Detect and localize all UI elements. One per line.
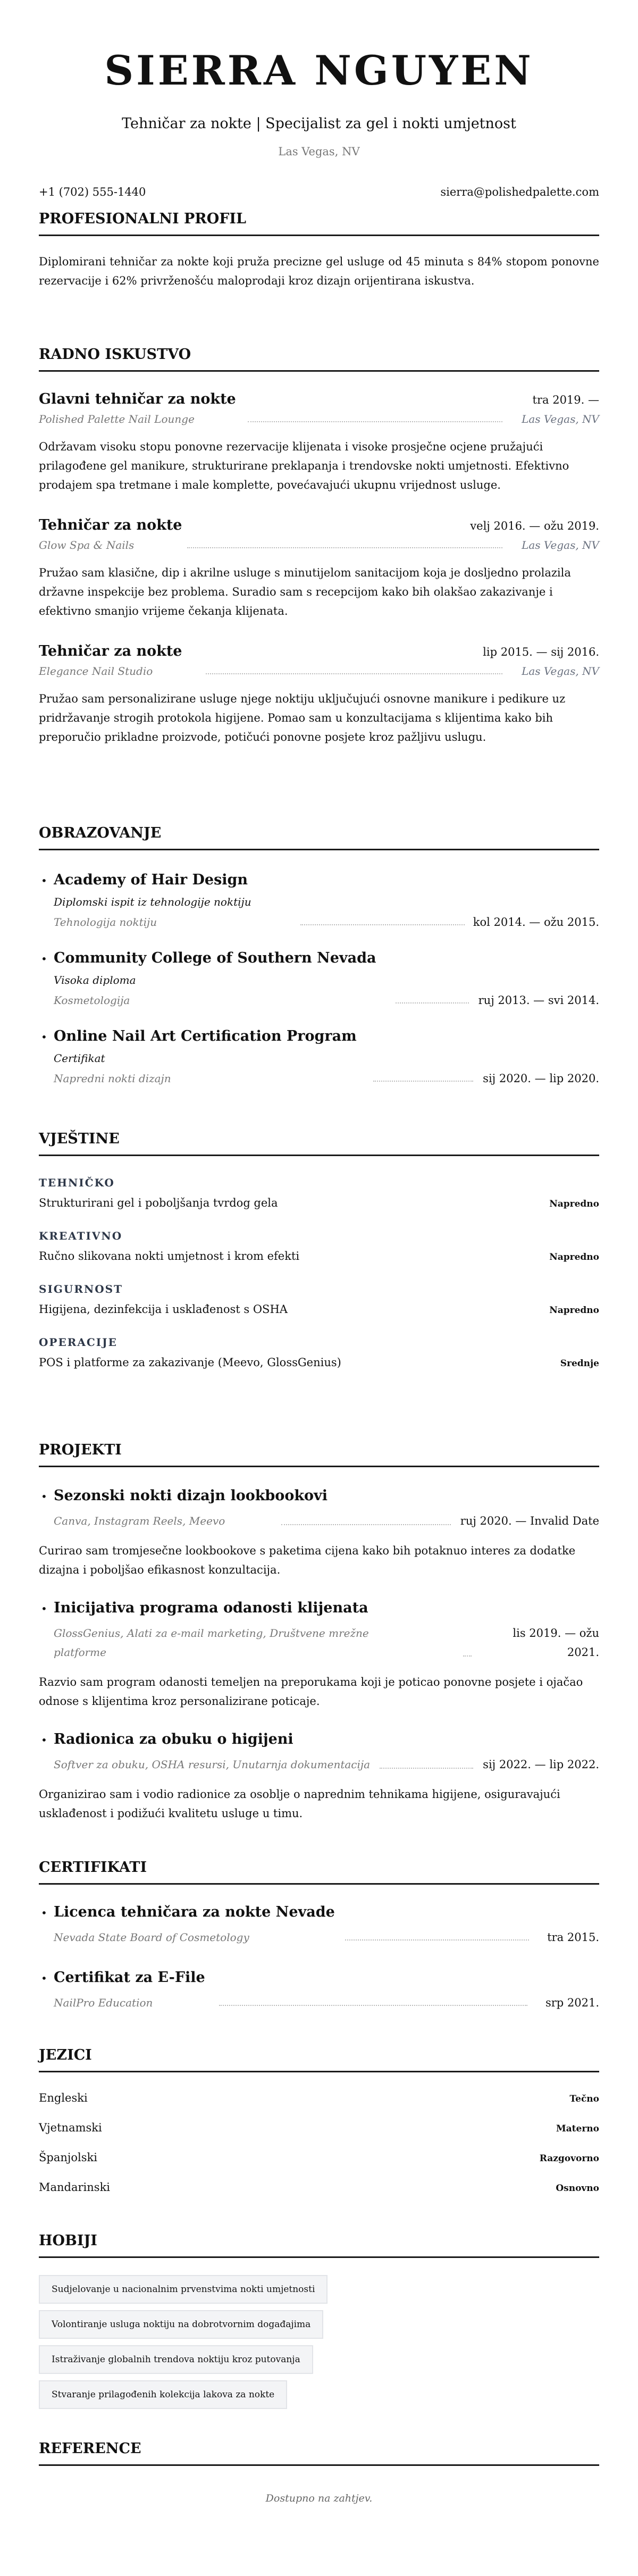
language-row [39, 2151, 599, 2164]
language-row [39, 2092, 599, 2104]
job-entry [39, 517, 599, 621]
dotted-leader [300, 924, 465, 925]
job-location: Las Vegas, NV [522, 539, 599, 551]
email-address[interactable]: sierra@polishedpalette.com [440, 186, 599, 198]
project-date: ruj 2020. — Invalid Date [460, 1515, 599, 1527]
job-title: Tehničar za nokte [39, 517, 182, 533]
bullet-icon: • [41, 1602, 47, 1615]
dotted-leader [281, 1524, 451, 1525]
hobby-tag: Sudjelovanje u nacionalnim prvenstvima nokti umjetnosti [39, 2275, 328, 2304]
job-description: Održavam visoku stopu ponovne rezervacije klijenata i visoke prosječne ocjene pružajući prilagođene gel manikure, strukturirane preklapanja i trendovske nokti umjetnosti. Efektivno prodajem spa tretmane i male komplette, povećavajući ukupnu vrijednost usluge. [39, 440, 569, 491]
degree: Certifikat [54, 1052, 105, 1065]
profile-section [39, 210, 599, 290]
candidate-name: SIERRA NGUYEN [104, 47, 534, 94]
skill-category [39, 1176, 599, 1209]
project-date: lis 2019. — ožu 2021. [513, 1627, 599, 1659]
language-row [39, 2121, 599, 2134]
project-entry [39, 1487, 599, 1579]
skills-section [39, 1130, 599, 1369]
phone-number: +1 (702) 555-1440 [39, 186, 146, 198]
field-of-study: Tehnologija noktiju [54, 916, 157, 929]
degree: Visoka diploma [54, 974, 136, 986]
education-section [39, 824, 599, 1085]
project-entry [39, 1600, 599, 1711]
project-entry [39, 1731, 599, 1823]
certificate-issuer: Nevada State Board of Cosmetology [54, 1931, 249, 1944]
skill-level: Napredno [549, 1252, 599, 1262]
dotted-leader [206, 673, 502, 674]
bullet-icon: • [41, 1972, 47, 1985]
job-location: Las Vegas, NV [522, 413, 599, 425]
hobby-list [39, 2269, 599, 2409]
language-level: Osnovno [556, 2183, 599, 2194]
hobby-tag: Stvaranje prilagođenih kolekcija lakova za nokte [39, 2380, 287, 2409]
job-description: Pružao sam personalizirane usluge njege noktiju uključujući osnovne manikure i pedikure uz pridržavanje strogih protokola higijene. Pomao sam u konzultacijama s klijentima kako bih preporučio prikladne proizvode, potičući ponovne posjete kroz pažljivu uslugu. [39, 692, 566, 743]
contact-row [39, 185, 599, 199]
job-entry [39, 643, 599, 747]
project-tools: Softver za obuku, OSHA resursi, Unutarnja dokumentacija [54, 1758, 371, 1771]
bullet-icon: • [41, 1906, 47, 1919]
project-name: Sezonski nokti dizajn lookbookovi [54, 1487, 328, 1504]
bullet-icon: • [41, 874, 47, 887]
certificate-name: Licenca tehničara za nokte Nevade [54, 1904, 335, 1920]
school-name: Academy of Hair Design [54, 872, 248, 888]
dotted-leader [187, 547, 502, 548]
skill-category-title: KREATIVNO [39, 1230, 123, 1242]
project-description: Curirao sam tromjesečne lookbookove s paketima cijena kako bih potaknuo interes za dodatke dizajna i poboljšao efikasnost konzultacija. [39, 1544, 576, 1576]
bullet-icon: • [41, 1490, 47, 1503]
school-name: Online Nail Art Certification Program [54, 1028, 357, 1044]
skill-category [39, 1230, 599, 1262]
section-title: VJEŠTINE [39, 1130, 599, 1156]
project-description: Organizirao sam i vodio radionice za osoblje o naprednim tehnikama higijene, osiguravajući usklađenost i podižući kvalitetu usluge u timu. [39, 1788, 560, 1820]
skill-category-title: OPERACIJE [39, 1336, 117, 1349]
section-title: PROJEKTI [39, 1441, 599, 1467]
project-name: Inicijativa programa odanosti klijenata [54, 1600, 368, 1616]
job-date: lip 2015. — sij 2016. [483, 646, 599, 658]
bullet-icon: • [41, 1734, 47, 1746]
dotted-leader [373, 1081, 474, 1082]
skill-category-title: TEHNIČKO [39, 1176, 115, 1189]
project-name: Radionica za obuku o higijeni [54, 1731, 293, 1747]
job-date: velj 2016. — ožu 2019. [470, 520, 599, 532]
education-date: sij 2020. — lip 2020. [483, 1072, 599, 1085]
certificate-issuer: NailPro Education [54, 1996, 153, 2009]
certificates-section [39, 1859, 599, 2009]
language-name: Mandarinski [39, 2181, 111, 2194]
skill-level: Srednje [560, 1358, 599, 1369]
certificate-entry [39, 1904, 599, 1944]
section-title: RADNO ISKUSTVO [39, 346, 599, 372]
dotted-leader [463, 1655, 472, 1657]
education-entry [39, 872, 599, 929]
skill-category-title: SIGURNOST [39, 1283, 123, 1295]
hobby-tag: Istraživanje globalnih trendova noktiju kroz putovanja [39, 2345, 313, 2374]
field-of-study: Kosmetologija [54, 994, 130, 1007]
job-entry [39, 391, 599, 495]
certificate-name: Certifikat za E-File [54, 1969, 205, 1986]
dotted-leader [396, 1002, 468, 1003]
dotted-leader [380, 1768, 473, 1769]
references-section [39, 2440, 599, 2504]
language-row [39, 2181, 599, 2194]
profile-text: Diplomirani tehničar za nokte koji pruža precizne gel usluge od 45 minuta s 84% stopom ponovne rezervacije i 62% privrženošću maloprodaji kroz dizajn orijentirana iskustva. [39, 255, 599, 287]
education-date: ruj 2013. — svi 2014. [478, 994, 599, 1007]
field-of-study: Napredni nokti dizajn [54, 1072, 171, 1085]
project-tools: GlossGenius, Alati za e-mail marketing, Društvene mrežne platforme [54, 1627, 369, 1659]
language-level: Tečno [569, 2094, 599, 2104]
section-title: OBRAZOVANJE [39, 824, 599, 850]
skill-level: Napredno [549, 1199, 599, 1209]
hobbies-section [39, 2232, 599, 2409]
bullet-icon: • [41, 952, 47, 965]
references-text: Dostupno na zahtjev. [265, 2493, 373, 2504]
language-name: Španjolski [39, 2151, 97, 2164]
language-level: Materno [556, 2123, 599, 2134]
certificate-date: tra 2015. [547, 1931, 599, 1944]
language-name: Vjetnamski [39, 2121, 102, 2134]
job-title: Tehničar za nokte [39, 643, 182, 659]
dotted-leader [219, 2005, 527, 2006]
degree: Diplomski ispit iz tehnologije noktiju [54, 896, 251, 908]
job-description: Pružao sam klasične, dip i akrilne usluge s minutijelom sanitacijom koja je dosljedno prolazila državne inspekcije bez problema. Suradio sam s recepcijom kako bih olakšao zakazivanje i efektivno smanjio vrijeme čekanja klijenata. [39, 566, 571, 617]
certificate-entry [39, 1969, 599, 2009]
job-company: Elegance Nail Studio [39, 665, 153, 678]
candidate-tagline: Tehničar za nokte | Specijalist za gel i nokti umjetnost [122, 115, 516, 132]
project-description: Razvio sam program odanosti temeljen na preporukama koji je poticao ponovne posjete i ojačao odnose s klijentima kroz personalizirane poticaje. [39, 1676, 583, 1708]
experience-section [39, 346, 599, 747]
skill-name: Higijena, dezinfekcija i usklađenost s OSHA [39, 1303, 288, 1316]
projects-section [39, 1441, 599, 1823]
job-title: Glavni tehničar za nokte [39, 391, 236, 407]
project-date: sij 2022. — lip 2022. [483, 1758, 599, 1771]
certificate-date: srp 2021. [545, 1996, 599, 2009]
job-company: Glow Spa & Nails [39, 539, 135, 551]
job-company: Polished Palette Nail Lounge [39, 413, 195, 425]
skill-category [39, 1336, 599, 1369]
dotted-leader [248, 421, 502, 422]
candidate-location: Las Vegas, NV [278, 145, 360, 158]
job-location: Las Vegas, NV [522, 665, 599, 678]
skill-name: POS i platforme za zakazivanje (Meevo, GlossGenius) [39, 1356, 341, 1369]
education-entry [39, 950, 599, 1007]
skill-category [39, 1283, 599, 1316]
section-title: PROFESIONALNI PROFIL [39, 210, 599, 236]
education-date: kol 2014. — ožu 2015. [473, 916, 599, 929]
skill-level: Napredno [549, 1305, 599, 1316]
project-tools: Canva, Instagram Reels, Meevo [54, 1515, 225, 1527]
bullet-icon: • [41, 1031, 47, 1043]
dotted-leader [345, 1939, 529, 1941]
hobby-tag: Volontiranje usluga noktiju na dobrotvornim događajima [39, 2310, 323, 2339]
resume-header [39, 0, 599, 199]
school-name: Community College of Southern Nevada [54, 950, 376, 966]
job-date: tra 2019. — [532, 394, 599, 406]
education-entry [39, 1028, 599, 1085]
languages-section [39, 2046, 599, 2194]
section-title: JEZICI [39, 2046, 599, 2072]
skill-name: Ručno slikovana nokti umjetnost i krom efekti [39, 1250, 300, 1262]
language-level: Razgovorno [539, 2153, 599, 2164]
section-title: REFERENCE [39, 2440, 599, 2466]
section-title: CERTIFIKATI [39, 1859, 599, 1885]
skill-name: Strukturirani gel i poboljšanja tvrdog gela [39, 1197, 278, 1209]
section-title: HOBIJI [39, 2232, 599, 2258]
language-name: Engleski [39, 2092, 88, 2104]
